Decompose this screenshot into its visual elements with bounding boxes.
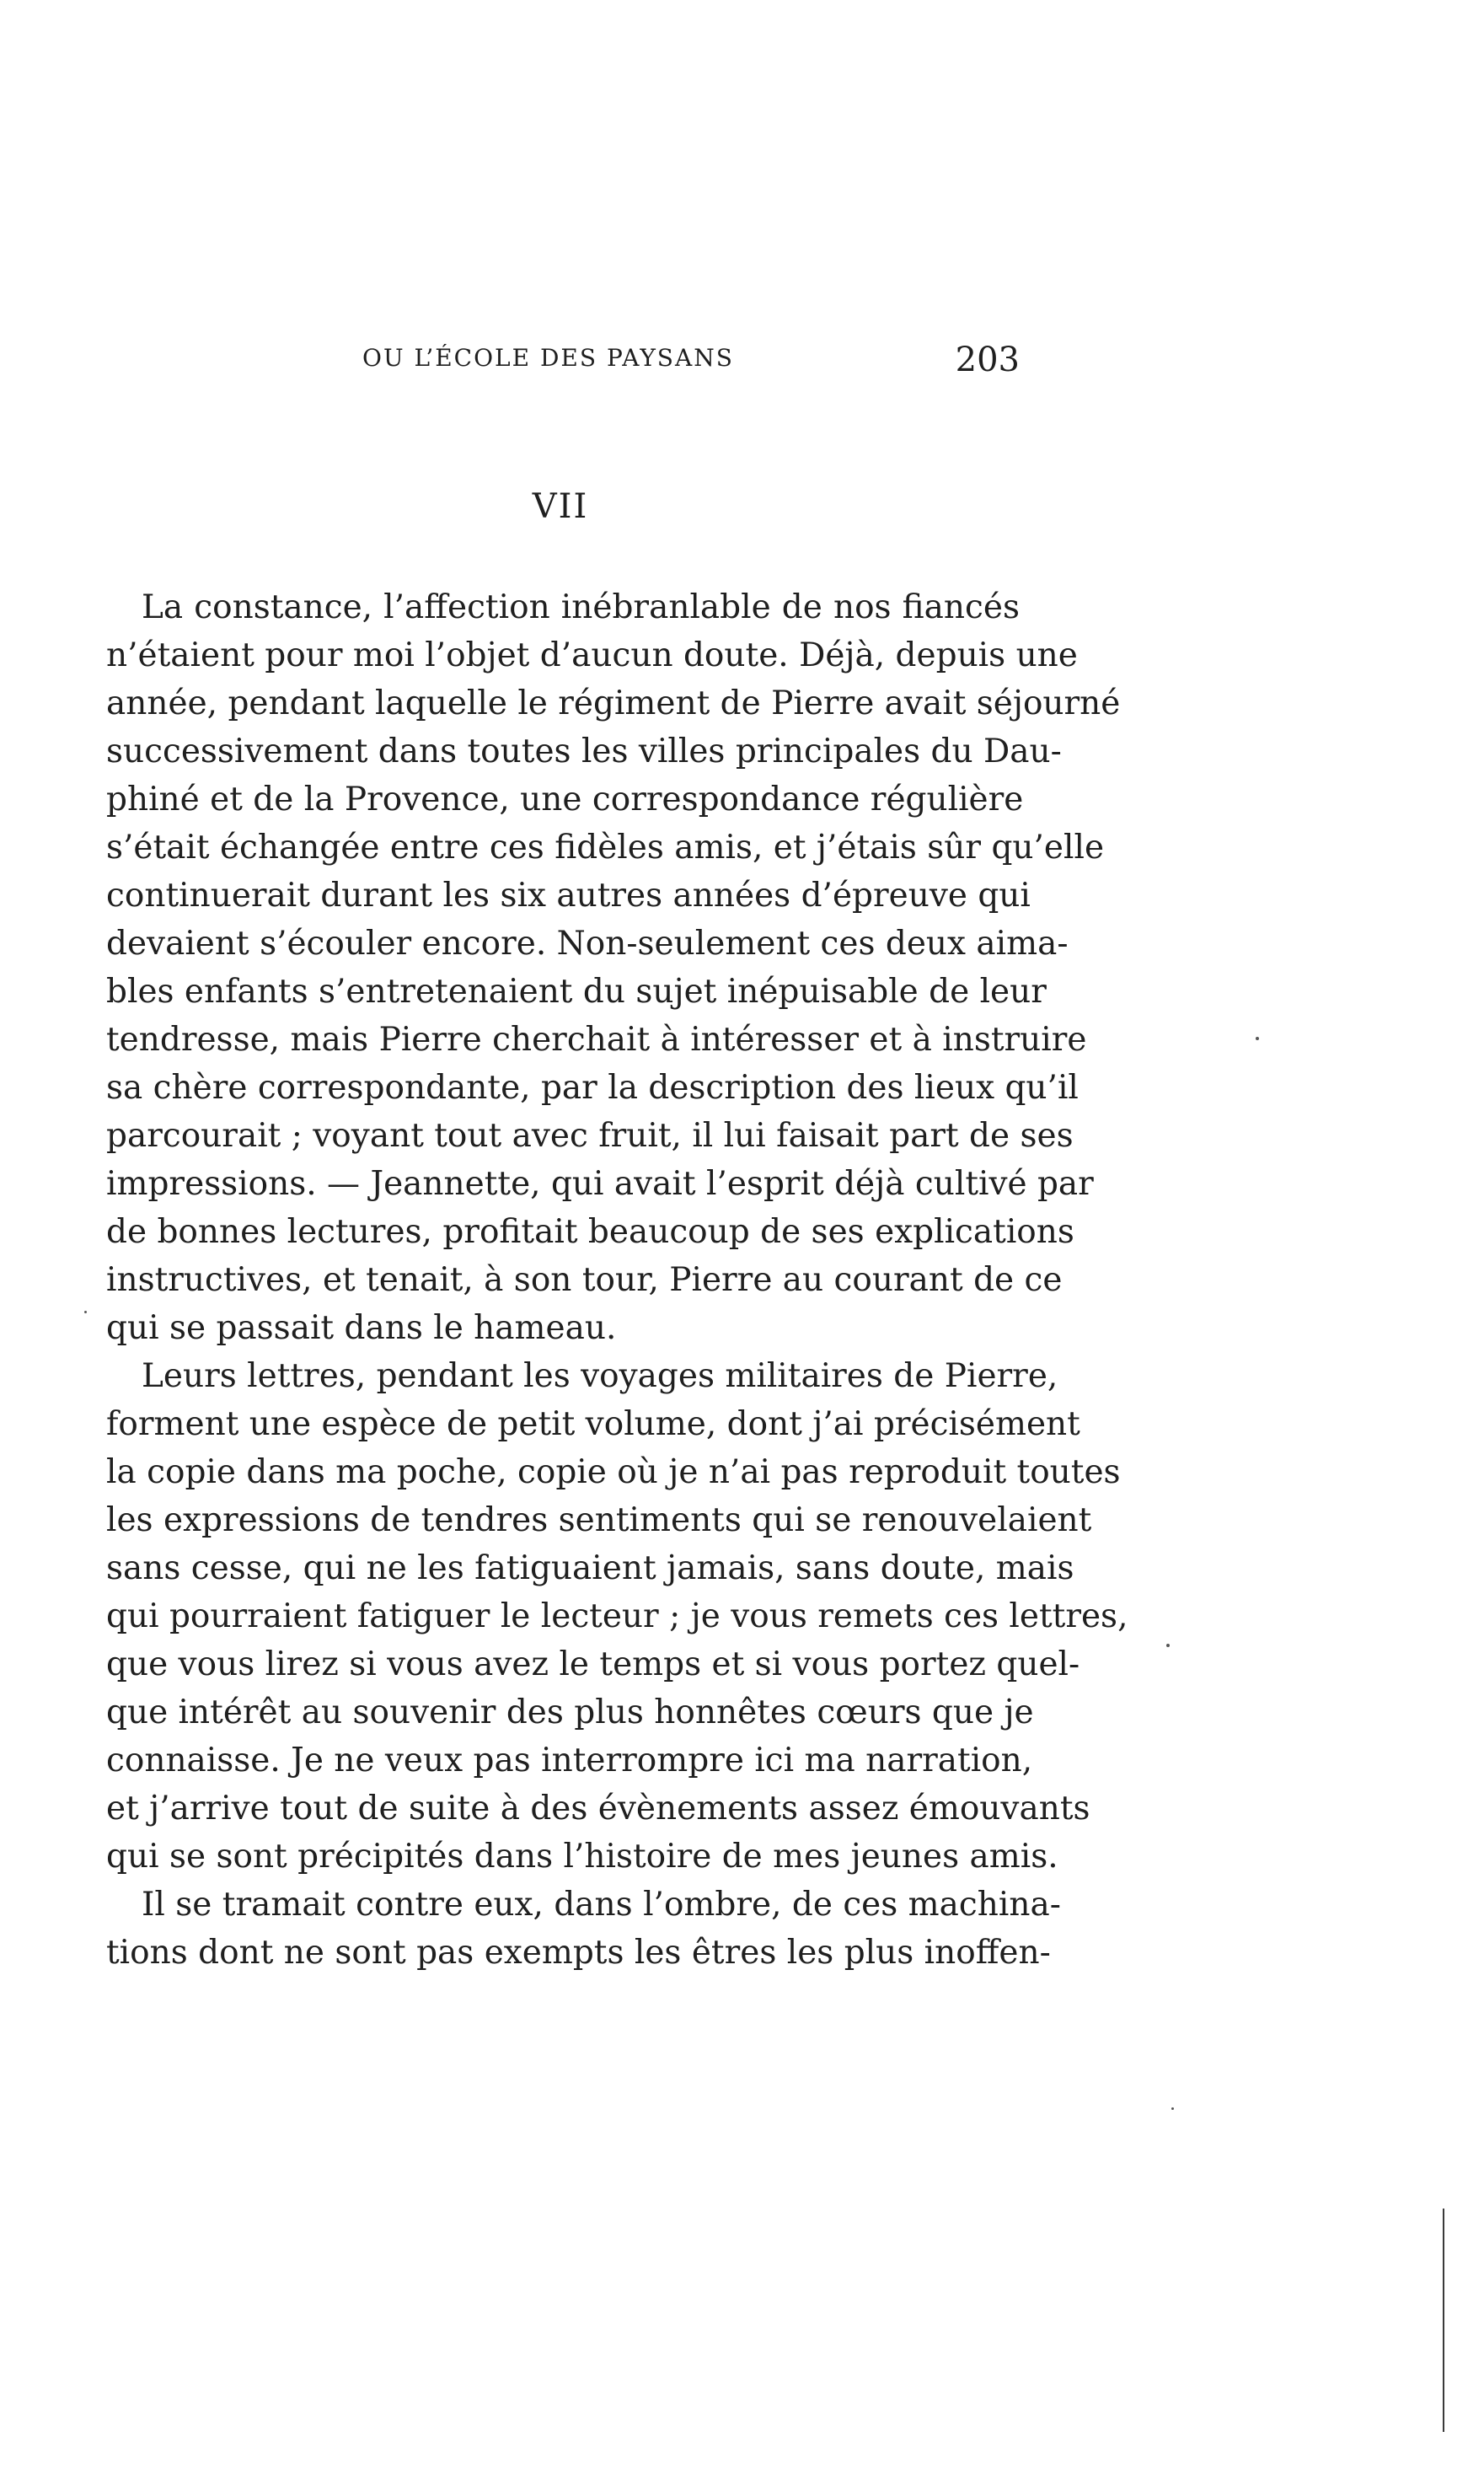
text-line: les expressions de tendres sentiments qui se renouvelaient [106,1501,1092,1539]
text-line: Leurs lettres, pendant les voyages militaires de Pierre, [142,1357,1058,1395]
text-line: qui se passait dans le hameau. [106,1309,617,1347]
text-line: que intérêt au souvenir des plus honnêtes cœurs que je [106,1693,1034,1731]
text-line: parcourait ; voyant tout avec fruit, il lui faisait part de ses [106,1117,1074,1155]
text-line: qui pourraient fatiguer le lecteur ; je vous remets ces lettres, [106,1597,1128,1635]
running-head [362,341,1020,384]
body-text [106,583,1128,1977]
text-line: successivement dans toutes les villes principales du Dau- [106,733,1062,770]
text-line: Il se tramait contre eux, dans l’ombre, de ces machina- [142,1886,1061,1924]
text-line: année, pendant laquelle le régiment de Pierre avait séjourné [106,684,1121,722]
text-line: La constance, l’affection inébranlable de nos fiancés [142,588,1020,626]
page-number: 203 [955,341,1020,379]
text-line: devaient s’écouler encore. Non-seulement ces deux aima- [106,925,1069,963]
text-line: impressions. — Jeannette, qui avait l’esprit déjà cultivé par [106,1165,1094,1203]
scan-speck [1171,2107,1174,2110]
scan-speck [1166,1644,1170,1647]
text-line: la copie dans ma poche, copie où je n’ai pas reproduit toutes [106,1453,1121,1491]
text-line: connaisse. Je ne veux pas interrompre ici ma narration, [106,1742,1033,1779]
chapter-heading: VII [532,487,589,526]
scan-speck [84,1311,87,1313]
text-line: et j’arrive tout de suite à des évènements assez émouvants [106,1790,1090,1828]
text-line: sans cesse, qui ne les fatiguaient jamais, sans doute, mais [106,1549,1074,1587]
text-line: instructives, et tenait, à son tour, Pierre au courant de ce [106,1261,1063,1299]
scan-speck [1256,1037,1259,1040]
text-line: continuerait durant les six autres années d’épreuve qui [106,877,1031,915]
text-line: que vous lirez si vous avez le temps et si vous portez quel- [106,1645,1080,1683]
text-line: sa chère correspondante, par la description des lieux qu’il [106,1069,1079,1107]
scan-edge-line [1443,2209,1444,2432]
text-line: forment une espèce de petit volume, dont j’ai précisément [106,1405,1080,1443]
text-line: n’étaient pour moi l’objet d’aucun doute. Déjà, depuis une [106,636,1078,674]
running-title: OU L’ÉCOLE DES PAYSANS [362,344,734,372]
text-line: phiné et de la Provence, une correspondance régulière [106,781,1024,819]
text-line: bles enfants s’entretenaient du sujet inépuisable de leur [106,973,1047,1011]
text-line: tendresse, mais Pierre cherchait à intéresser et à instruire [106,1021,1087,1059]
text-line: qui se sont précipités dans l’histoire de mes jeunes amis. [106,1838,1058,1876]
text-line: tions dont ne sont pas exempts les êtres les plus inoffen- [106,1934,1051,1972]
text-line: s’était échangée entre ces fidèles amis, et j’étais sûr qu’elle [106,829,1105,867]
text-line: de bonnes lectures, profitait beaucoup de ses explications [106,1213,1074,1251]
